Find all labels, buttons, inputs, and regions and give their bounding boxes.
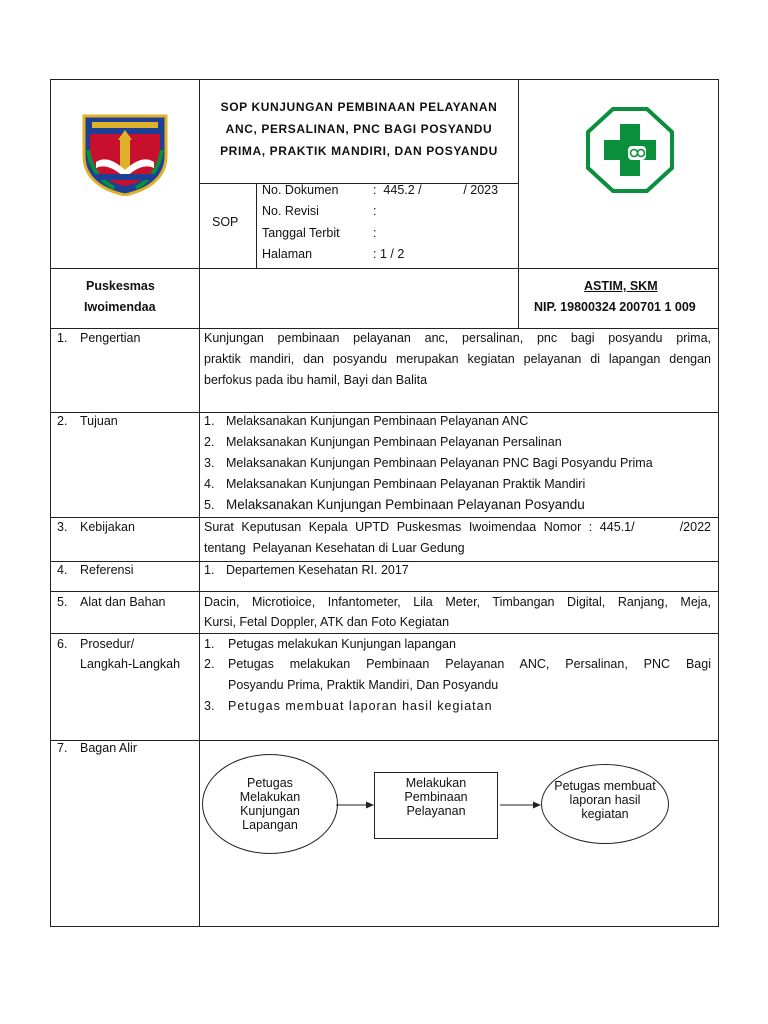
list-item-number: 1. xyxy=(204,563,215,577)
table-border-top xyxy=(50,79,719,80)
list-item-number: 1. xyxy=(204,414,215,428)
doc-info-value: : xyxy=(373,226,377,240)
section-label: Pengertian xyxy=(80,331,141,345)
row6-bottom-border xyxy=(50,740,719,741)
crest-icon xyxy=(78,110,172,196)
list-item-number: 3. xyxy=(204,456,215,470)
list-item-number: 2. xyxy=(204,657,215,671)
signer-nip: NIP. 19800324 200701 1 009 xyxy=(534,300,696,314)
list-item: Melaksanakan Kunjungan Pembinaan Pelayanan Posyandu xyxy=(226,497,585,512)
doc-info-label: No. Revisi xyxy=(262,204,319,218)
puskesmas-cross-icon xyxy=(584,106,676,194)
flow-node-start xyxy=(202,754,338,854)
list-item: Melaksanakan Kunjungan Pembinaan Pelayanan Praktik Mandiri xyxy=(226,477,586,491)
header-logo-divider xyxy=(518,79,519,329)
section-number: 4. xyxy=(57,563,68,577)
row2-bottom-border xyxy=(50,517,719,518)
section-label: Kebijakan xyxy=(80,520,135,534)
row5-bottom-border xyxy=(50,633,719,634)
section-text-line: Surat Keputusan Kepala UPTD Puskesmas Iwoimendaa Nomor : 445.1/ /2022 xyxy=(204,520,711,534)
organization-name: Iwoimendaa xyxy=(84,300,156,314)
puskesmas-logo xyxy=(584,106,676,194)
section-label: Referensi xyxy=(80,563,134,577)
section-label: Bagan Alir xyxy=(80,741,137,755)
flow-node-line: Pelayanan xyxy=(406,804,466,818)
flow-node-end xyxy=(541,764,669,844)
flow-node-line: Melakukan xyxy=(405,776,467,790)
list-item: Departemen Kesehatan RI. 2017 xyxy=(226,563,409,577)
section-label: Alat dan Bahan xyxy=(80,595,166,609)
doc-info-value: : 445.2 / / 2023 xyxy=(373,183,499,197)
section-number: 1. xyxy=(57,331,68,345)
list-item-number: 4. xyxy=(204,477,215,491)
section-text-line: tentang Pelayanan Kesehatan di Luar Gedung xyxy=(204,541,465,555)
list-item-number: 2. xyxy=(204,435,215,449)
section-label: Prosedur/ xyxy=(80,637,135,651)
flow-node-line: kegiatan xyxy=(581,807,629,821)
document-title xyxy=(200,96,518,162)
section-text-line: Kursi, Fetal Doppler, ATK dan Foto Kegiatan xyxy=(204,615,450,629)
title-line: ANC, PERSALINAN, PNC BAGI POSYANDU xyxy=(225,122,493,136)
org-row-bottom-border xyxy=(50,328,719,329)
table-border-left xyxy=(50,79,51,927)
title-line: SOP KUNJUNGAN PEMBINAAN PELAYANAN xyxy=(220,100,498,114)
flow-node-line: Pembinaan xyxy=(404,790,468,804)
section-number: 6. xyxy=(57,637,68,651)
section-number: 2. xyxy=(57,414,68,428)
list-item-number: 1. xyxy=(204,637,215,651)
list-item: Petugas melakukan Pembinaan Pelayanan ANC, Persalinan, PNC Bagi xyxy=(228,657,711,671)
flow-node-line: laporan hasil xyxy=(569,793,641,807)
arrowhead-icon xyxy=(533,802,541,809)
section-number: 5. xyxy=(57,595,68,609)
table-border-bottom xyxy=(50,926,719,927)
list-item: Posyandu Prima, Praktik Mandiri, Dan Posyandu xyxy=(228,678,499,692)
list-item: Melaksanakan Kunjungan Pembinaan Pelayanan PNC Bagi Posyandu Prima xyxy=(226,456,653,470)
list-item: Petugas melakukan Kunjungan lapangan xyxy=(228,637,456,651)
flow-arrows xyxy=(330,795,550,815)
section-text-line: berfokus pada ibu hamil, Bayi dan Balita xyxy=(204,373,428,387)
table-border-right xyxy=(718,79,719,927)
list-item: Melaksanakan Kunjungan Pembinaan Pelayanan Persalinan xyxy=(226,435,562,449)
flow-node-line: Kunjungan xyxy=(240,804,300,818)
list-item-number: 5. xyxy=(204,498,215,512)
header-bottom-border xyxy=(50,268,719,269)
doc-info-label: Tanggal Terbit xyxy=(262,226,340,240)
flow-node-line: Lapangan xyxy=(242,818,298,832)
sop-label-divider xyxy=(256,183,257,269)
title-line: PRIMA, PRAKTIK MANDIRI, DAN POSYANDU xyxy=(220,144,498,158)
section-text-line: Dacin, Microtioice, Infantometer, Lila Meter, Timbangan Digital, Ranjang, Meja, xyxy=(204,595,711,609)
section-number: 3. xyxy=(57,520,68,534)
section-text-line: Kunjungan pembinaan pelayanan anc, persalinan, pnc bagi posyandu prima, xyxy=(204,331,711,345)
regency-crest-logo xyxy=(78,110,172,196)
list-item-number: 3. xyxy=(204,699,215,713)
section-text-line: praktik mandiri, dan posyandu merupakan kegiatan pelayanan di lapangan dengan xyxy=(204,352,711,366)
flow-node-line: Petugas xyxy=(247,776,293,790)
section-label: Tujuan xyxy=(80,414,118,428)
flow-node-line: Petugas membuat xyxy=(554,779,656,793)
list-item: Melaksanakan Kunjungan Pembinaan Pelayanan ANC xyxy=(226,414,529,428)
label-column-divider xyxy=(199,79,200,927)
flow-node-line: Melakukan xyxy=(239,790,301,804)
row4-bottom-border xyxy=(50,591,719,592)
arrowhead-icon xyxy=(366,802,374,809)
section-label: Langkah-Langkah xyxy=(80,657,181,671)
doc-info-label: No. Dokumen xyxy=(262,183,339,197)
doc-info-value: : 1 / 2 xyxy=(373,247,405,261)
section-number: 7. xyxy=(57,741,68,755)
list-item: Petugas membuat laporan hasil kegiatan xyxy=(228,699,493,713)
signer-name: ASTIM, SKM xyxy=(584,279,658,293)
organization-name: Puskesmas xyxy=(86,279,155,293)
sop-label: SOP xyxy=(212,215,239,229)
doc-info-value: : xyxy=(373,204,377,218)
doc-info-label: Halaman xyxy=(262,247,313,261)
